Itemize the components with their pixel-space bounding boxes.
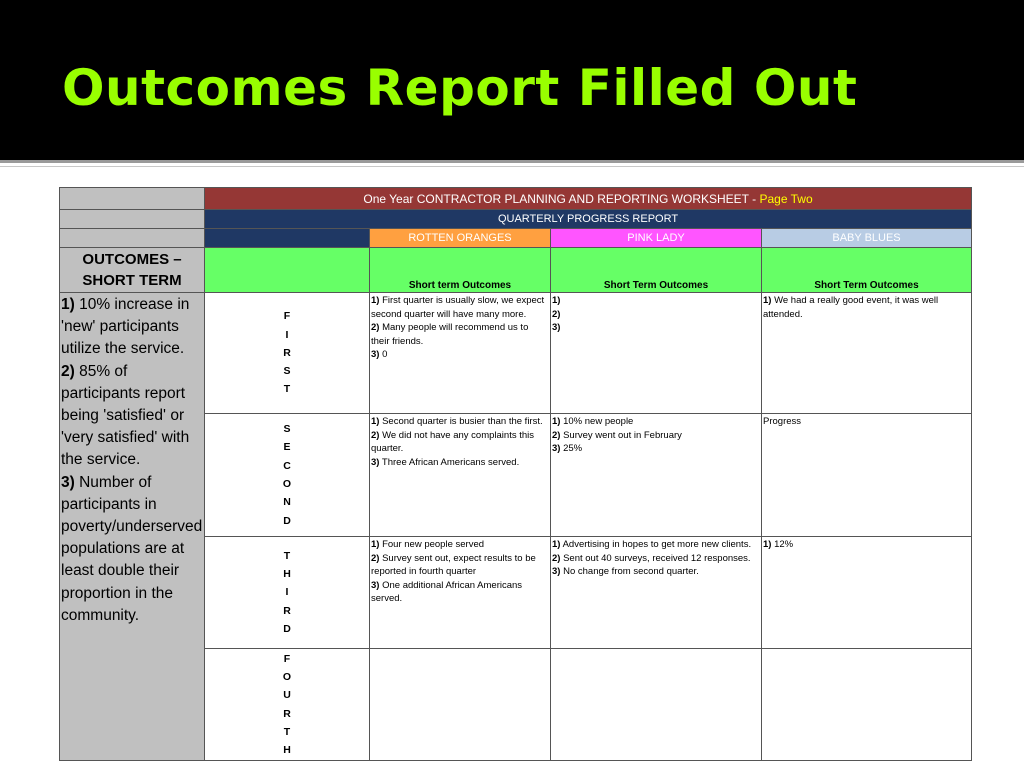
outcome-text: 85% of participants report being 'satisfied' or 'very satisfied' with the service. <box>61 362 190 469</box>
quarter-letter: R <box>283 707 291 720</box>
slide-title: Outcomes Report Filled Out <box>62 59 858 117</box>
cell-line: 3) Three African Americans served. <box>371 456 520 468</box>
column-header: Short Term Outcomes <box>762 248 972 293</box>
cell-line: 2) <box>552 308 561 320</box>
group-pink-lady: PINK LADY <box>551 229 762 248</box>
quarter-letter: C <box>283 459 291 472</box>
quarter-letter: E <box>283 441 291 454</box>
title-bar <box>0 0 1024 160</box>
cell-line: 3) One additional African Americans served. <box>371 579 523 605</box>
quarterly-report-header: QUARTERLY PROGRESS REPORT <box>205 210 972 229</box>
cell-line: 3) 25% <box>552 443 583 455</box>
column-header: Short term Outcomes <box>370 248 551 293</box>
corner-cell <box>60 188 205 210</box>
quarter-letter: D <box>283 622 291 635</box>
worksheet-header-page: Page Two <box>759 191 813 206</box>
quarter-letter: U <box>283 689 291 702</box>
quarter-label-fourth <box>205 649 370 761</box>
quarter-cell <box>370 414 551 537</box>
quarter-letter: O <box>282 670 292 683</box>
divider-line-thin <box>0 166 1024 167</box>
quarter-label-first <box>205 293 370 414</box>
quarter-letter: N <box>283 496 291 509</box>
cell-line: 2) Survey went out in February <box>552 429 682 441</box>
quarter-letter: I <box>285 586 289 599</box>
quarter-label-third <box>205 537 370 649</box>
quarter-cell <box>551 649 762 761</box>
quarter-letter: S <box>283 365 291 378</box>
cell-line: 1) Four new people served <box>371 539 485 550</box>
cell-line: 2) Sent out 40 surveys, received 12 responses. <box>552 552 751 564</box>
quarter-letter: I <box>285 328 289 341</box>
group-rotten-oranges: ROTTEN ORANGES <box>370 229 551 248</box>
quarter-cell <box>551 293 762 414</box>
cell-line: 1) We had a really good event, it was well attended. <box>763 295 939 320</box>
green-header-blank <box>205 248 370 293</box>
quarter-letter: T <box>283 725 291 738</box>
outcome-number: 3) <box>61 473 75 491</box>
quarter-letter: H <box>283 744 291 757</box>
quarter-letter: S <box>283 423 291 436</box>
cell-line: 3) 0 <box>371 349 388 361</box>
quarter-letter: O <box>282 478 292 490</box>
quarter-cell <box>762 414 972 537</box>
quarter-label-second <box>205 414 370 537</box>
quarter-cell <box>551 537 762 649</box>
cell-line: 1) Advertising in hopes to get more new clients. <box>552 539 752 550</box>
quarter-cell <box>370 537 551 649</box>
quarter-cell <box>370 293 551 414</box>
cell-line: 1) 12% <box>763 539 794 550</box>
outcomes-header: OUTCOMES – SHORT TERM <box>60 248 205 293</box>
cell-line: 1) 10% new people <box>552 416 634 427</box>
outcomes-list <box>60 293 205 761</box>
quarter-cell <box>551 414 762 537</box>
quarter-letter: F <box>283 652 291 665</box>
outcome-number: 2) <box>61 362 75 380</box>
divider-line <box>0 160 1024 163</box>
cell-line: Progress <box>763 416 802 427</box>
group-baby-blues: BABY BLUES <box>762 229 972 248</box>
group-header-blank <box>205 229 370 248</box>
outcome-text: Number of participants in poverty/underserved populations are at least double their proportion in the community. <box>61 473 203 624</box>
corner-cell <box>60 229 205 248</box>
cell-line: 1) Second quarter is busier than the first. <box>371 416 543 427</box>
quarter-cell <box>762 649 972 761</box>
quarter-letter: F <box>283 310 291 323</box>
quarter-letter: T <box>283 549 291 562</box>
quarter-letter: D <box>283 514 291 527</box>
column-header: Short Term Outcomes <box>551 248 762 293</box>
worksheet-header-title: One Year CONTRACTOR PLANNING AND REPORTING WORKSHEET - <box>363 191 757 206</box>
cell-line: 1) <box>552 295 561 306</box>
cell-line: 3) <box>552 322 561 334</box>
quarter-letter: R <box>283 346 291 359</box>
outcome-text: 10% increase in 'new' participants utilize the service. <box>61 296 190 358</box>
quarter-letter: H <box>283 568 291 581</box>
quarter-cell <box>762 537 972 649</box>
worksheet-header <box>205 188 972 210</box>
corner-cell <box>60 210 205 229</box>
quarter-cell <box>370 649 551 761</box>
quarter-letter: R <box>283 604 291 617</box>
cell-line: 3) No change from second quarter. <box>552 566 699 578</box>
cell-line: 2) We did not have any complaints this quarter. <box>371 429 534 455</box>
cell-line: 1) First quarter is usually slow, we expect second quarter will have many more. <box>371 295 545 320</box>
quarter-cell <box>762 293 972 414</box>
worksheet-table <box>59 187 972 761</box>
quarter-letter: T <box>283 383 291 396</box>
cell-line: 2) Survey sent out, expect results to be reported in fourth quarter <box>371 552 536 578</box>
outcome-number: 1) <box>61 296 75 313</box>
cell-line: 2) Many people will recommend us to their friends. <box>371 322 529 347</box>
